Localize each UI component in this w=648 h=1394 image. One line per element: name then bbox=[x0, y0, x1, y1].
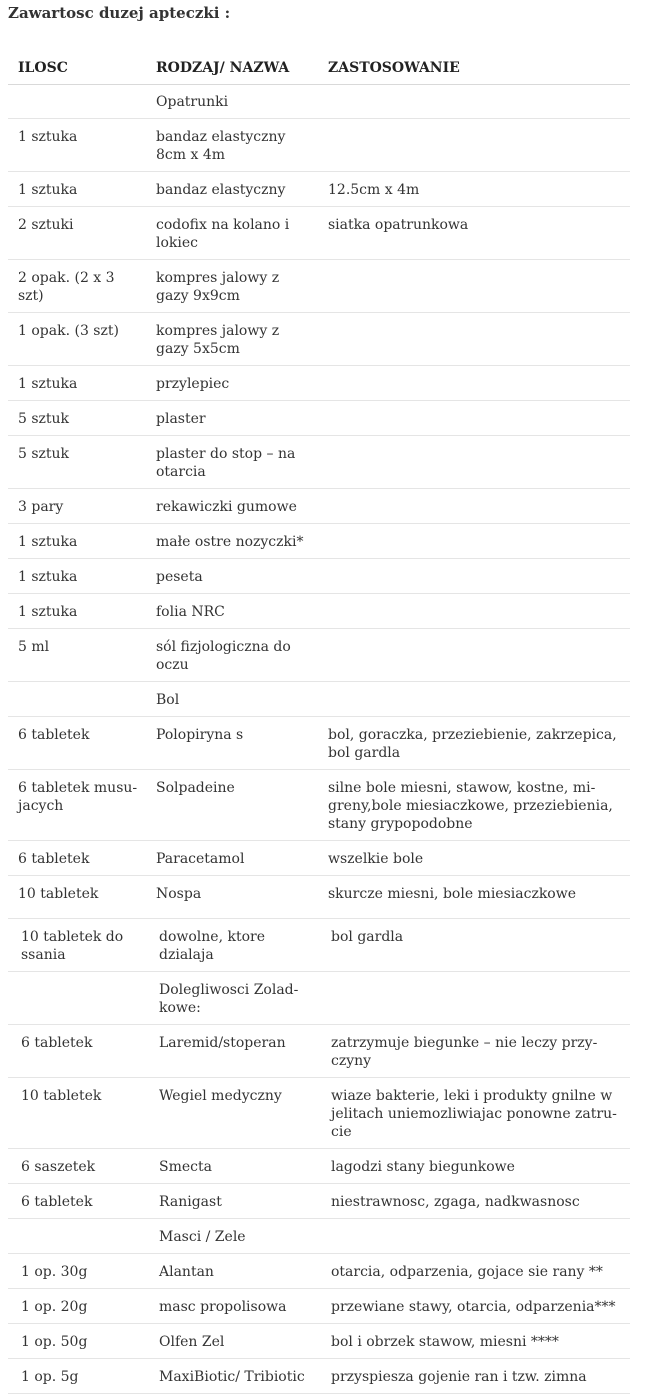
cell-name: Laremid/stoperan bbox=[159, 1035, 286, 1051]
cell-name: masc propolisowa bbox=[159, 1299, 287, 1315]
cell-quantity: 1 sztuka bbox=[18, 129, 78, 145]
cell-name: Smecta bbox=[159, 1159, 212, 1175]
column-header-name: RODZAJ/ NAZWA bbox=[156, 60, 290, 76]
table-row bbox=[8, 594, 630, 629]
cell-name: folia NRC bbox=[156, 604, 225, 620]
cell-name: codofix na kolano i lokiec bbox=[156, 217, 290, 251]
table-row bbox=[8, 172, 630, 207]
cell-name: Olfen Zel bbox=[159, 1334, 225, 1350]
cell-quantity: 6 tabletek bbox=[21, 1194, 93, 1210]
table-row bbox=[8, 489, 630, 524]
table-row bbox=[8, 1254, 630, 1289]
table-row bbox=[8, 366, 630, 401]
cell-name: kompres jalowy z gazy 5x5cm bbox=[156, 323, 280, 357]
table-row bbox=[8, 1324, 630, 1359]
cell-name: Wegiel medyczny bbox=[159, 1088, 282, 1104]
cell-quantity: 6 tabletek musu- jacych bbox=[18, 780, 138, 814]
cell-name: Masci / Zele bbox=[159, 1229, 246, 1245]
table-row bbox=[8, 559, 630, 594]
table-row bbox=[8, 313, 630, 366]
cell-quantity: 1 sztuka bbox=[18, 604, 78, 620]
cell-name: bandaz elastyczny 8cm x 4m bbox=[156, 129, 286, 163]
cell-name: sól fizjologiczna do oczu bbox=[156, 639, 291, 673]
cell-name: Ranigast bbox=[159, 1194, 222, 1210]
table-row bbox=[8, 436, 630, 489]
cell-quantity: 5 sztuk bbox=[18, 446, 70, 462]
cell-quantity: 1 sztuka bbox=[18, 182, 78, 198]
cell-usage: siatka opatrunkowa bbox=[328, 217, 469, 233]
cell-usage: bol i obrzek stawow, miesni **** bbox=[331, 1334, 559, 1350]
cell-name: kompres jalowy z gazy 9x9cm bbox=[156, 270, 280, 304]
cell-quantity: 1 sztuka bbox=[18, 534, 78, 550]
table-row bbox=[8, 260, 630, 313]
page-heading: Zawartosc duzej apteczki : bbox=[8, 4, 231, 22]
table-row bbox=[8, 717, 630, 770]
cell-name: rekawiczki gumowe bbox=[156, 499, 297, 515]
cell-usage: wiaze bakterie, leki i produkty gnilne w jelitach uniemozliwiajac ponowne zatru- cie bbox=[331, 1088, 617, 1140]
table-row bbox=[8, 1078, 630, 1149]
column-header-quantity: ILOSC bbox=[18, 60, 68, 76]
cell-quantity: 6 tabletek bbox=[21, 1035, 93, 1051]
cell-name: Bol bbox=[156, 692, 180, 708]
cell-name: plaster do stop – na otarcia bbox=[156, 446, 296, 480]
cell-quantity: 6 tabletek bbox=[18, 851, 90, 867]
table-row bbox=[8, 841, 630, 876]
cell-usage: 12.5cm x 4m bbox=[328, 182, 420, 198]
cell-usage: bol, goraczka, przeziebienie, zakrzepica, bol gardla bbox=[328, 727, 617, 761]
table-row bbox=[8, 682, 630, 717]
cell-quantity: 10 tabletek bbox=[18, 886, 99, 902]
cell-usage: niestrawnosc, zgaga, nadkwasnosc bbox=[331, 1194, 580, 1210]
cell-quantity: 1 sztuka bbox=[18, 569, 78, 585]
cell-name: peseta bbox=[156, 569, 203, 585]
cell-usage: wszelkie bole bbox=[328, 851, 424, 867]
table-row bbox=[8, 1359, 630, 1394]
cell-quantity: 1 opak. (3 szt) bbox=[18, 323, 119, 339]
cell-name: Dolegliwosci Zolad- kowe: bbox=[159, 982, 299, 1016]
table-row bbox=[8, 919, 630, 972]
table-row bbox=[8, 401, 630, 436]
cell-name: Nospa bbox=[156, 886, 202, 902]
cell-quantity: 10 tabletek bbox=[21, 1088, 102, 1104]
cell-name: przylepiec bbox=[156, 376, 230, 392]
table-row bbox=[8, 972, 630, 1025]
table-header bbox=[8, 48, 630, 85]
table-row bbox=[8, 1219, 630, 1254]
cell-usage: silne bole miesni, stawow, kostne, mi- greny,bole miesiaczkowe, przeziebienia, stany grypopodobne bbox=[328, 780, 613, 832]
cell-usage: zatrzymuje biegunke – nie leczy przy- czyny bbox=[331, 1035, 598, 1069]
cell-quantity: 10 tabletek do ssania bbox=[21, 929, 124, 963]
cell-name: Polopiryna s bbox=[156, 727, 244, 743]
cell-usage: przewiane stawy, otarcia, odparzenia*** bbox=[331, 1299, 616, 1315]
cell-usage: przyspiesza gojenie ran i tzw. zimna bbox=[331, 1369, 587, 1385]
cell-usage: skurcze miesni, bole miesiaczkowe bbox=[328, 886, 576, 902]
cell-usage: lagodzi stany biegunkowe bbox=[331, 1159, 515, 1175]
cell-name: małe ostre nozyczki* bbox=[156, 534, 304, 550]
cell-quantity: 2 sztuki bbox=[18, 217, 74, 233]
cell-name: Paracetamol bbox=[156, 851, 245, 867]
table-row bbox=[8, 207, 630, 260]
table-row bbox=[8, 629, 630, 682]
table-row bbox=[8, 1184, 630, 1219]
cell-quantity: 1 op. 5g bbox=[21, 1369, 79, 1385]
table-row bbox=[8, 1289, 630, 1324]
table-row bbox=[8, 524, 630, 559]
cell-name: Alantan bbox=[159, 1264, 214, 1280]
cell-quantity: 5 ml bbox=[18, 639, 50, 655]
cell-quantity: 5 sztuk bbox=[18, 411, 70, 427]
cell-quantity: 1 op. 50g bbox=[21, 1334, 88, 1350]
table-row bbox=[8, 119, 630, 172]
table-row bbox=[8, 84, 630, 119]
cell-quantity: 1 op. 20g bbox=[21, 1299, 88, 1315]
cell-quantity: 6 tabletek bbox=[18, 727, 90, 743]
cell-name: dowolne, ktore dzialaja bbox=[159, 929, 265, 963]
cell-name: MaxiBiotic/ Tribiotic bbox=[159, 1369, 305, 1385]
table-row bbox=[8, 1149, 630, 1184]
cell-quantity: 3 pary bbox=[18, 499, 64, 515]
cell-name: Opatrunki bbox=[156, 94, 229, 110]
cell-quantity: 2 opak. (2 x 3 szt) bbox=[18, 270, 115, 304]
cell-quantity: 6 saszetek bbox=[21, 1159, 96, 1175]
cell-quantity: 1 op. 30g bbox=[21, 1264, 88, 1280]
table-row bbox=[8, 876, 630, 919]
cell-name: bandaz elastyczny bbox=[156, 182, 286, 198]
table-row bbox=[8, 770, 630, 841]
cell-quantity: 1 sztuka bbox=[18, 376, 78, 392]
cell-name: Solpadeine bbox=[156, 780, 235, 796]
cell-usage: bol gardla bbox=[331, 929, 404, 945]
column-header-usage: ZASTOSOWANIE bbox=[328, 60, 460, 76]
cell-usage: otarcia, odparzenia, gojace sie rany ** bbox=[331, 1264, 603, 1280]
cell-name: plaster bbox=[156, 411, 206, 427]
table-row bbox=[8, 1025, 630, 1078]
